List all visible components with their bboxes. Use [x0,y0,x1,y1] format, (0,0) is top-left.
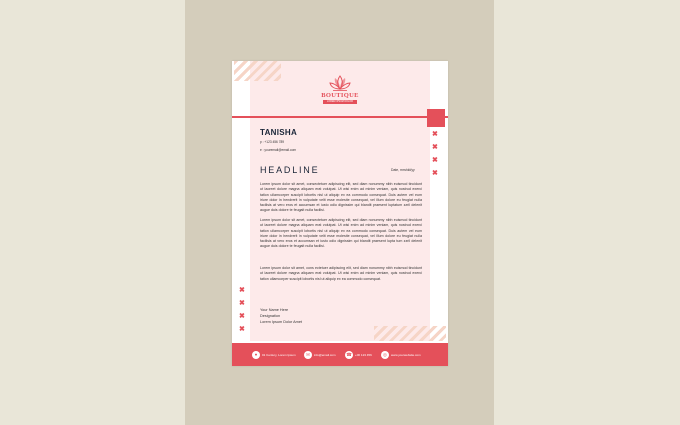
header-divider [232,116,448,118]
signature-note: Lorem Ipsum Dolor Amet [260,320,302,324]
body-paragraph: Lorem ipsum dolor sit amet, consectetuer adipiscing elit, sed diam nonummy nibh euismod tincidunt ut laoreet dolore magna aliquam erat volutpat. Ut wisi enim ad minim veniam, quis nostrud exerci tation ullamcorper suscipit lobortis nisl ut aliquip ex ea commodo consequat. Duis autem vel eum iriure dolor in hendrerit in vulputate velit esse molestie consequat, vel illum dolore eu feugiat nulla facilisis at vero eros et accumsan et iusto odio dignissim qui blandit praesent lupta tum zzril delenit augue duis dolore te feugait nulla facilisi. [260,218,422,249]
letterhead-sheet [232,61,448,366]
brand-tagline: LOREM IPSUM DOLOR [323,100,357,104]
signature-designation: Designation [260,314,281,318]
footer-email-text: info@email.com [314,352,336,357]
diagonal-stripes-top [234,61,281,81]
letter-date: Date, mm/dd/yy [391,168,415,172]
x-mark-icon: ✖ [239,326,245,333]
x-mark-icon: ✖ [432,170,438,177]
brand-logo [320,75,360,113]
footer-address [252,351,296,359]
signature-name: Your Name Here [260,308,289,312]
location-pin-icon: ● [252,351,260,359]
x-mark-icon: ✖ [432,131,438,138]
lotus-icon [329,75,351,92]
footer-phone [345,351,372,359]
body-paragraph: Lorem ipsum dolor sit amet, cons ectetuer adipiscing elit, sed diam nonummy nibh euismod tincidunt ut laoreet dolore magna aliquam erat volutpat. Ut wisi enim ad minim veniam, quis nostrud exerci tation ullamcorper suscipit lobortis nisl ut aliquip ex ea commodo consequat. [260,266,422,281]
x-mark-icon: ✖ [239,313,245,320]
accent-square [427,109,445,127]
x-mark-icon: ✖ [239,300,245,307]
sender-email: e : youremail@email.com [260,148,297,152]
footer-address-text: 01 Century, Lorem Ipsum [262,352,296,357]
footer-website [381,351,421,359]
footer-phone-text: +00 123 456 [355,352,372,357]
envelope-icon: ✉ [304,351,312,359]
footer-email [304,351,336,359]
brand-name: BOUTIQUE [321,92,359,99]
headline: HEADLINE [260,165,320,175]
contact-footer [232,343,448,366]
sender-phone: p : +123 456 789 [260,140,285,144]
x-mark-icon: ✖ [239,287,245,294]
sender-name: TANISHA [260,128,298,137]
x-mark-icon: ✖ [432,157,438,164]
diagonal-stripes-bottom [374,326,446,341]
globe-icon: ◎ [381,351,389,359]
footer-website-text: www.yourwebsite.com [391,352,421,357]
phone-icon: ☎ [346,351,352,357]
x-mark-icon: ✖ [432,144,438,151]
body-paragraph: Lorem ipsum dolor sit amet, consectetuer adipiscing elit, sed diam nonummy nibh euismod tincidunt ut laoreet dolore magna aliquam erat volutpat. Ut wisi enim ad minim veniam, quis nostrud exerci tation ullamcorper suscipit lobortis nisl ut aliquip ex ea commodo consequat. Duis autem vel eum iriure dolor in hendrerit in vulputate velit esse molestie consequat, vel illum dolore eu feugiat nulla facilisis at vero eros et accumsan et iusto odio dignissim qui blandit praesent luptatum zzril delenit augue duis dolore te feugait nulla facilisi. [260,182,422,213]
